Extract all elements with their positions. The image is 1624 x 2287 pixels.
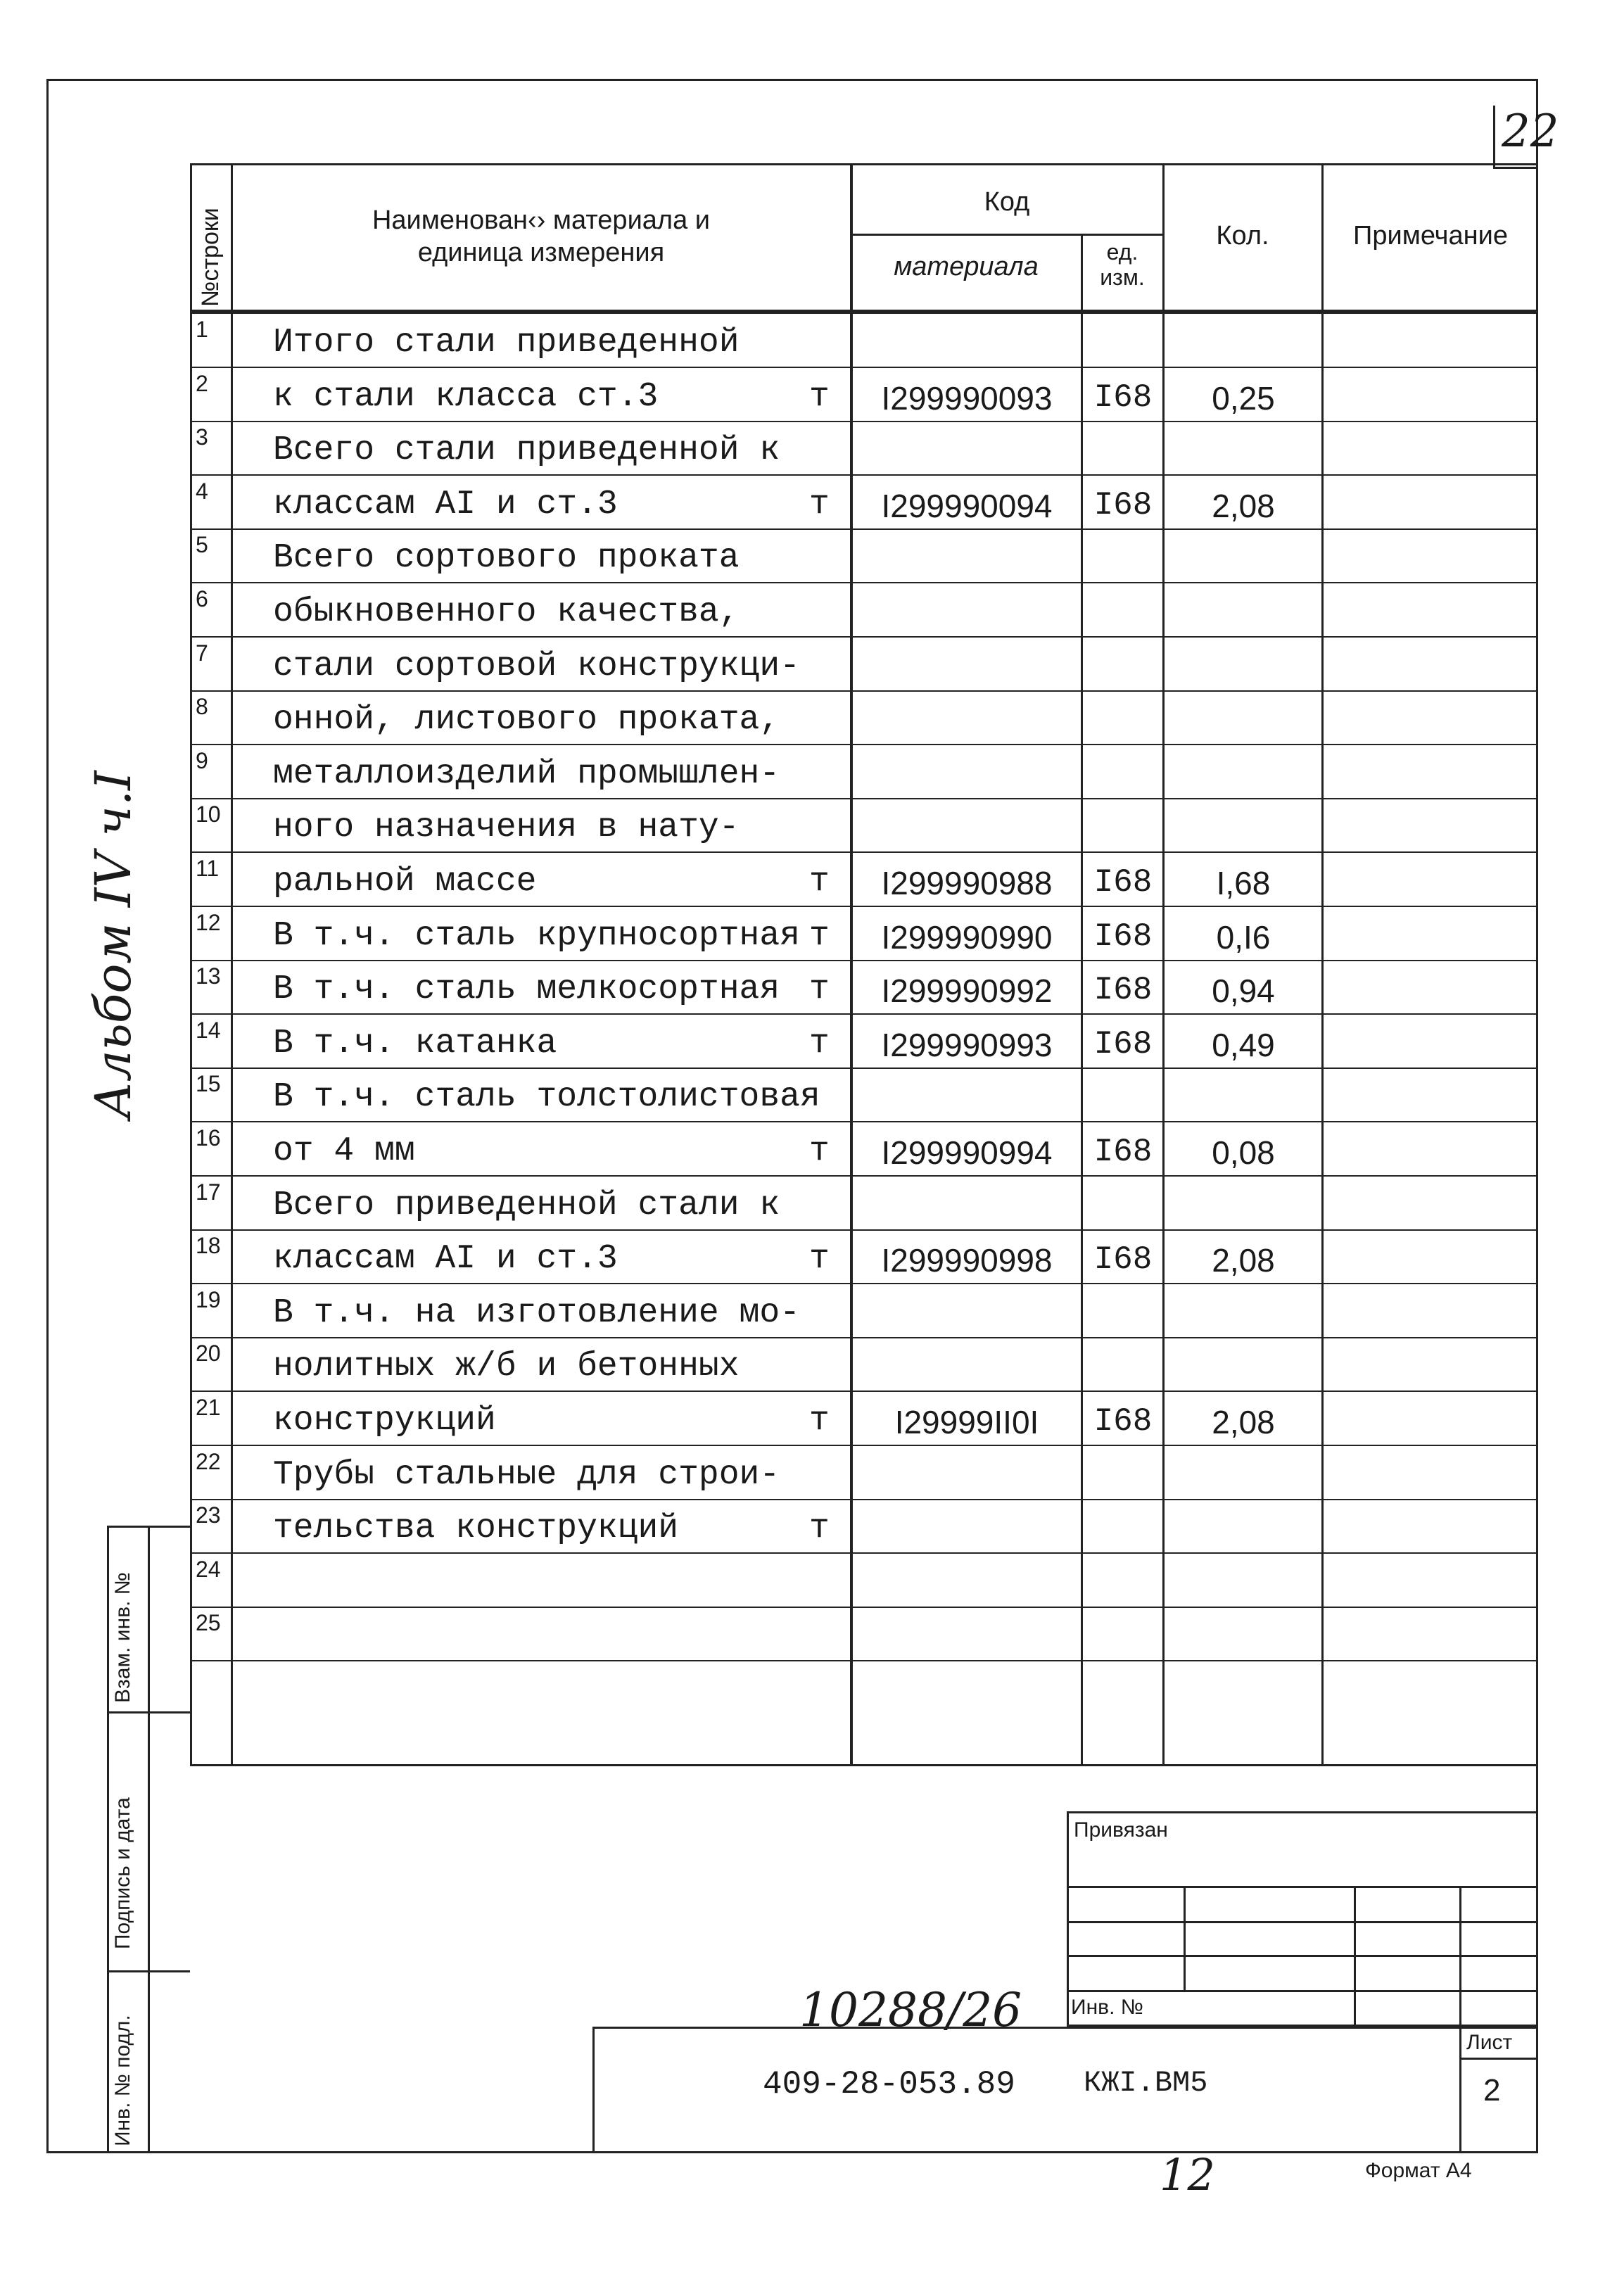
row-quantity: 0,08 [1212,1134,1275,1171]
row-description: В т.ч. на изготовление мо- [273,1294,800,1332]
table-row [190,853,1538,907]
table-row [190,1446,1538,1500]
row-quantity: 0,I6 [1216,919,1271,956]
row-number: 1 [196,317,208,342]
row-number: 10 [196,802,221,827]
row-description: стали сортовой конструкци- [273,647,800,685]
row-unit-mark: т [809,1402,830,1440]
table-row [190,1607,1538,1661]
stamp-vline-3 [1459,1886,1461,2027]
row-description: ного назначения в нату- [273,809,740,847]
row-material-code: I299990993 [881,1027,1053,1063]
row-number: 18 [196,1233,221,1258]
row-unit-mark: т [809,1509,830,1547]
row-number: 15 [196,1071,221,1096]
table-row [190,476,1538,530]
row-material-code: I299990094 [881,488,1053,524]
stamp-line-d [1067,1990,1538,1992]
left-strip-top [107,1526,190,1528]
left-strip-line1 [107,1711,190,1713]
row-description: Всего стали приведенной к [273,431,780,469]
table-row [190,1392,1538,1446]
row-number: 24 [196,1557,221,1582]
stamp-main-box [592,2027,1538,2153]
row-number: 25 [196,1610,221,1635]
table-row [190,1554,1538,1608]
row-quantity: I,68 [1216,865,1271,901]
row-quantity: 2,08 [1212,488,1275,524]
row-unit-code: I68 [1093,379,1153,416]
table-row [190,961,1538,1015]
row-description: обыкновенного качества, [273,593,740,631]
row-number: 6 [196,586,208,612]
header-code: Код [984,187,1030,217]
stamp-handwritten-number: 10288/26 [799,1983,1022,2037]
row-number: 20 [196,1341,221,1366]
stamp-sheet-number: 2 [1483,2073,1501,2108]
row-number: 23 [196,1502,221,1528]
table-row [190,1230,1538,1284]
table-row [190,745,1538,799]
stamp-line-c [1067,1955,1538,1957]
row-unit-code: I68 [1093,1403,1153,1440]
row-material-code: I299990990 [881,919,1053,956]
row-unit-mark: т [809,486,830,524]
side-album-note: Альбом IV ч.I [84,771,142,1119]
left-strip-line2 [107,1970,190,1972]
table-row [190,1338,1538,1392]
row-description: металлоизделий промышлен- [273,755,780,793]
row-material-code: I29999II0I [894,1404,1039,1440]
row-description: В т.ч. сталь мелкосортная [273,970,780,1008]
row-material-code: I299990988 [881,865,1053,901]
side-inv-change: Взам. инв. № [111,1572,134,1703]
stamp-sheet-divider [1459,2058,1538,2060]
row-unit-mark: т [809,917,830,955]
stamp-vline-2 [1354,1886,1356,2027]
row-number: 2 [196,371,208,396]
row-unit-code: I68 [1093,1134,1153,1170]
row-description: классам AI и ст.3 [273,486,618,524]
row-unit-code: I68 [1093,864,1153,901]
table-row [190,583,1538,638]
stamp-bound-box [1067,1811,1538,2027]
header-qty: Кол. [1216,221,1269,251]
row-number: 13 [196,963,221,989]
row-number: 11 [196,856,220,881]
row-material-code: I299990998 [881,1242,1053,1279]
stamp-inv-label: Инв. № [1071,1996,1143,2019]
row-description: В т.ч. катанка [273,1025,557,1063]
header-name-line2: единица измерения [417,238,665,267]
row-unit-mark: т [809,1025,830,1063]
stamp-line-b [1067,1921,1538,1923]
row-divider [190,1660,1538,1661]
row-quantity: 0,94 [1212,973,1275,1009]
row-description: тельства конструкций [273,1509,679,1547]
row-number: 16 [196,1125,221,1151]
row-quantity: 0,25 [1212,380,1275,417]
row-number: 9 [196,748,208,773]
row-description: к стали класса ст.3 [273,378,659,416]
table-row [190,638,1538,692]
row-unit-code: I68 [1093,972,1153,1008]
header-unit-line1: ед. [1106,239,1138,265]
row-description: онной, листового проката, [273,701,780,739]
table-row [190,691,1538,745]
table-row [190,422,1538,476]
row-unit-code: I68 [1093,1241,1153,1278]
row-number: 22 [196,1449,221,1474]
row-unit-mark: т [809,970,830,1008]
table-row [190,907,1538,961]
row-unit-code: I68 [1093,918,1153,955]
row-description: В т.ч. сталь крупносортная [273,917,800,955]
row-material-code: I299990093 [881,380,1053,417]
stamp-sheet-label: Лист [1466,2031,1513,2054]
table-row [190,1122,1538,1177]
row-number: 17 [196,1179,221,1205]
row-number: 12 [196,910,221,935]
row-number: 8 [196,694,208,719]
table-row [190,529,1538,583]
table-row [190,1068,1538,1122]
row-number: 5 [196,532,208,557]
table-row [190,799,1538,853]
row-description: нолитных ж/б и бетонных [273,1348,740,1386]
stamp-doc-suffix: КЖI.ВМ5 [1084,2066,1208,2100]
code-subheader-line [850,234,1162,236]
table-row [190,1177,1538,1231]
row-number: 7 [196,640,208,666]
side-signature: Подпись и дата [111,1797,134,1949]
row-quantity: 2,08 [1212,1242,1275,1279]
row-number: 4 [196,479,208,504]
row-number: 14 [196,1018,221,1043]
row-material-code: I299990992 [881,973,1053,1009]
page-number: 22 [1502,106,1559,158]
table-row [190,314,1538,368]
row-number: 3 [196,424,208,450]
header-row-no: №строки [197,208,224,307]
header-material: материала [894,252,1039,281]
row-description: ральной массе [273,863,537,901]
row-description: Трубы стальные для строи- [273,1456,780,1494]
left-strip-divider [148,1526,150,2153]
row-material-code: I299990994 [881,1134,1053,1171]
row-unit-code: I68 [1093,1026,1153,1063]
header-note: Примечание [1353,221,1508,251]
row-unit-mark: т [809,1240,830,1278]
stamp-bound-label: Привязан [1074,1818,1168,1842]
row-description: Всего приведенной стали к [273,1186,780,1224]
row-unit-mark: т [809,378,830,416]
bottom-page-number: 12 [1160,2149,1215,2200]
side-inv-orig: Инв. № подл. [111,2015,134,2146]
row-description: конструкций [273,1402,496,1440]
header-name-line1: Наименован‹› материала и [372,205,711,235]
stamp-line-a [1067,1886,1538,1888]
table-row [190,1015,1538,1069]
table-row [190,1284,1538,1338]
format-label: Формат А4 [1365,2159,1472,2182]
table-row [190,1500,1538,1554]
row-description: классам AI и ст.3 [273,1240,618,1278]
row-description: Всего сортового проката [273,539,740,577]
row-number: 21 [196,1395,221,1420]
row-number: 19 [196,1287,221,1312]
row-unit-code: I68 [1093,487,1153,524]
row-unit-mark: т [809,1132,830,1170]
row-quantity: 0,49 [1212,1027,1275,1063]
row-quantity: 2,08 [1212,1404,1275,1440]
row-description: от 4 мм [273,1132,415,1170]
table-row [190,368,1538,422]
row-description: Итого стали приведенной [273,324,740,362]
stamp-doc-code: 409-28-053.89 [763,2066,1015,2103]
stamp-vline-1 [1184,1886,1186,1990]
header-unit-line2: изм. [1100,265,1145,290]
row-unit-mark: т [809,863,830,901]
row-description: В т.ч. сталь толстолистовая [273,1078,820,1116]
